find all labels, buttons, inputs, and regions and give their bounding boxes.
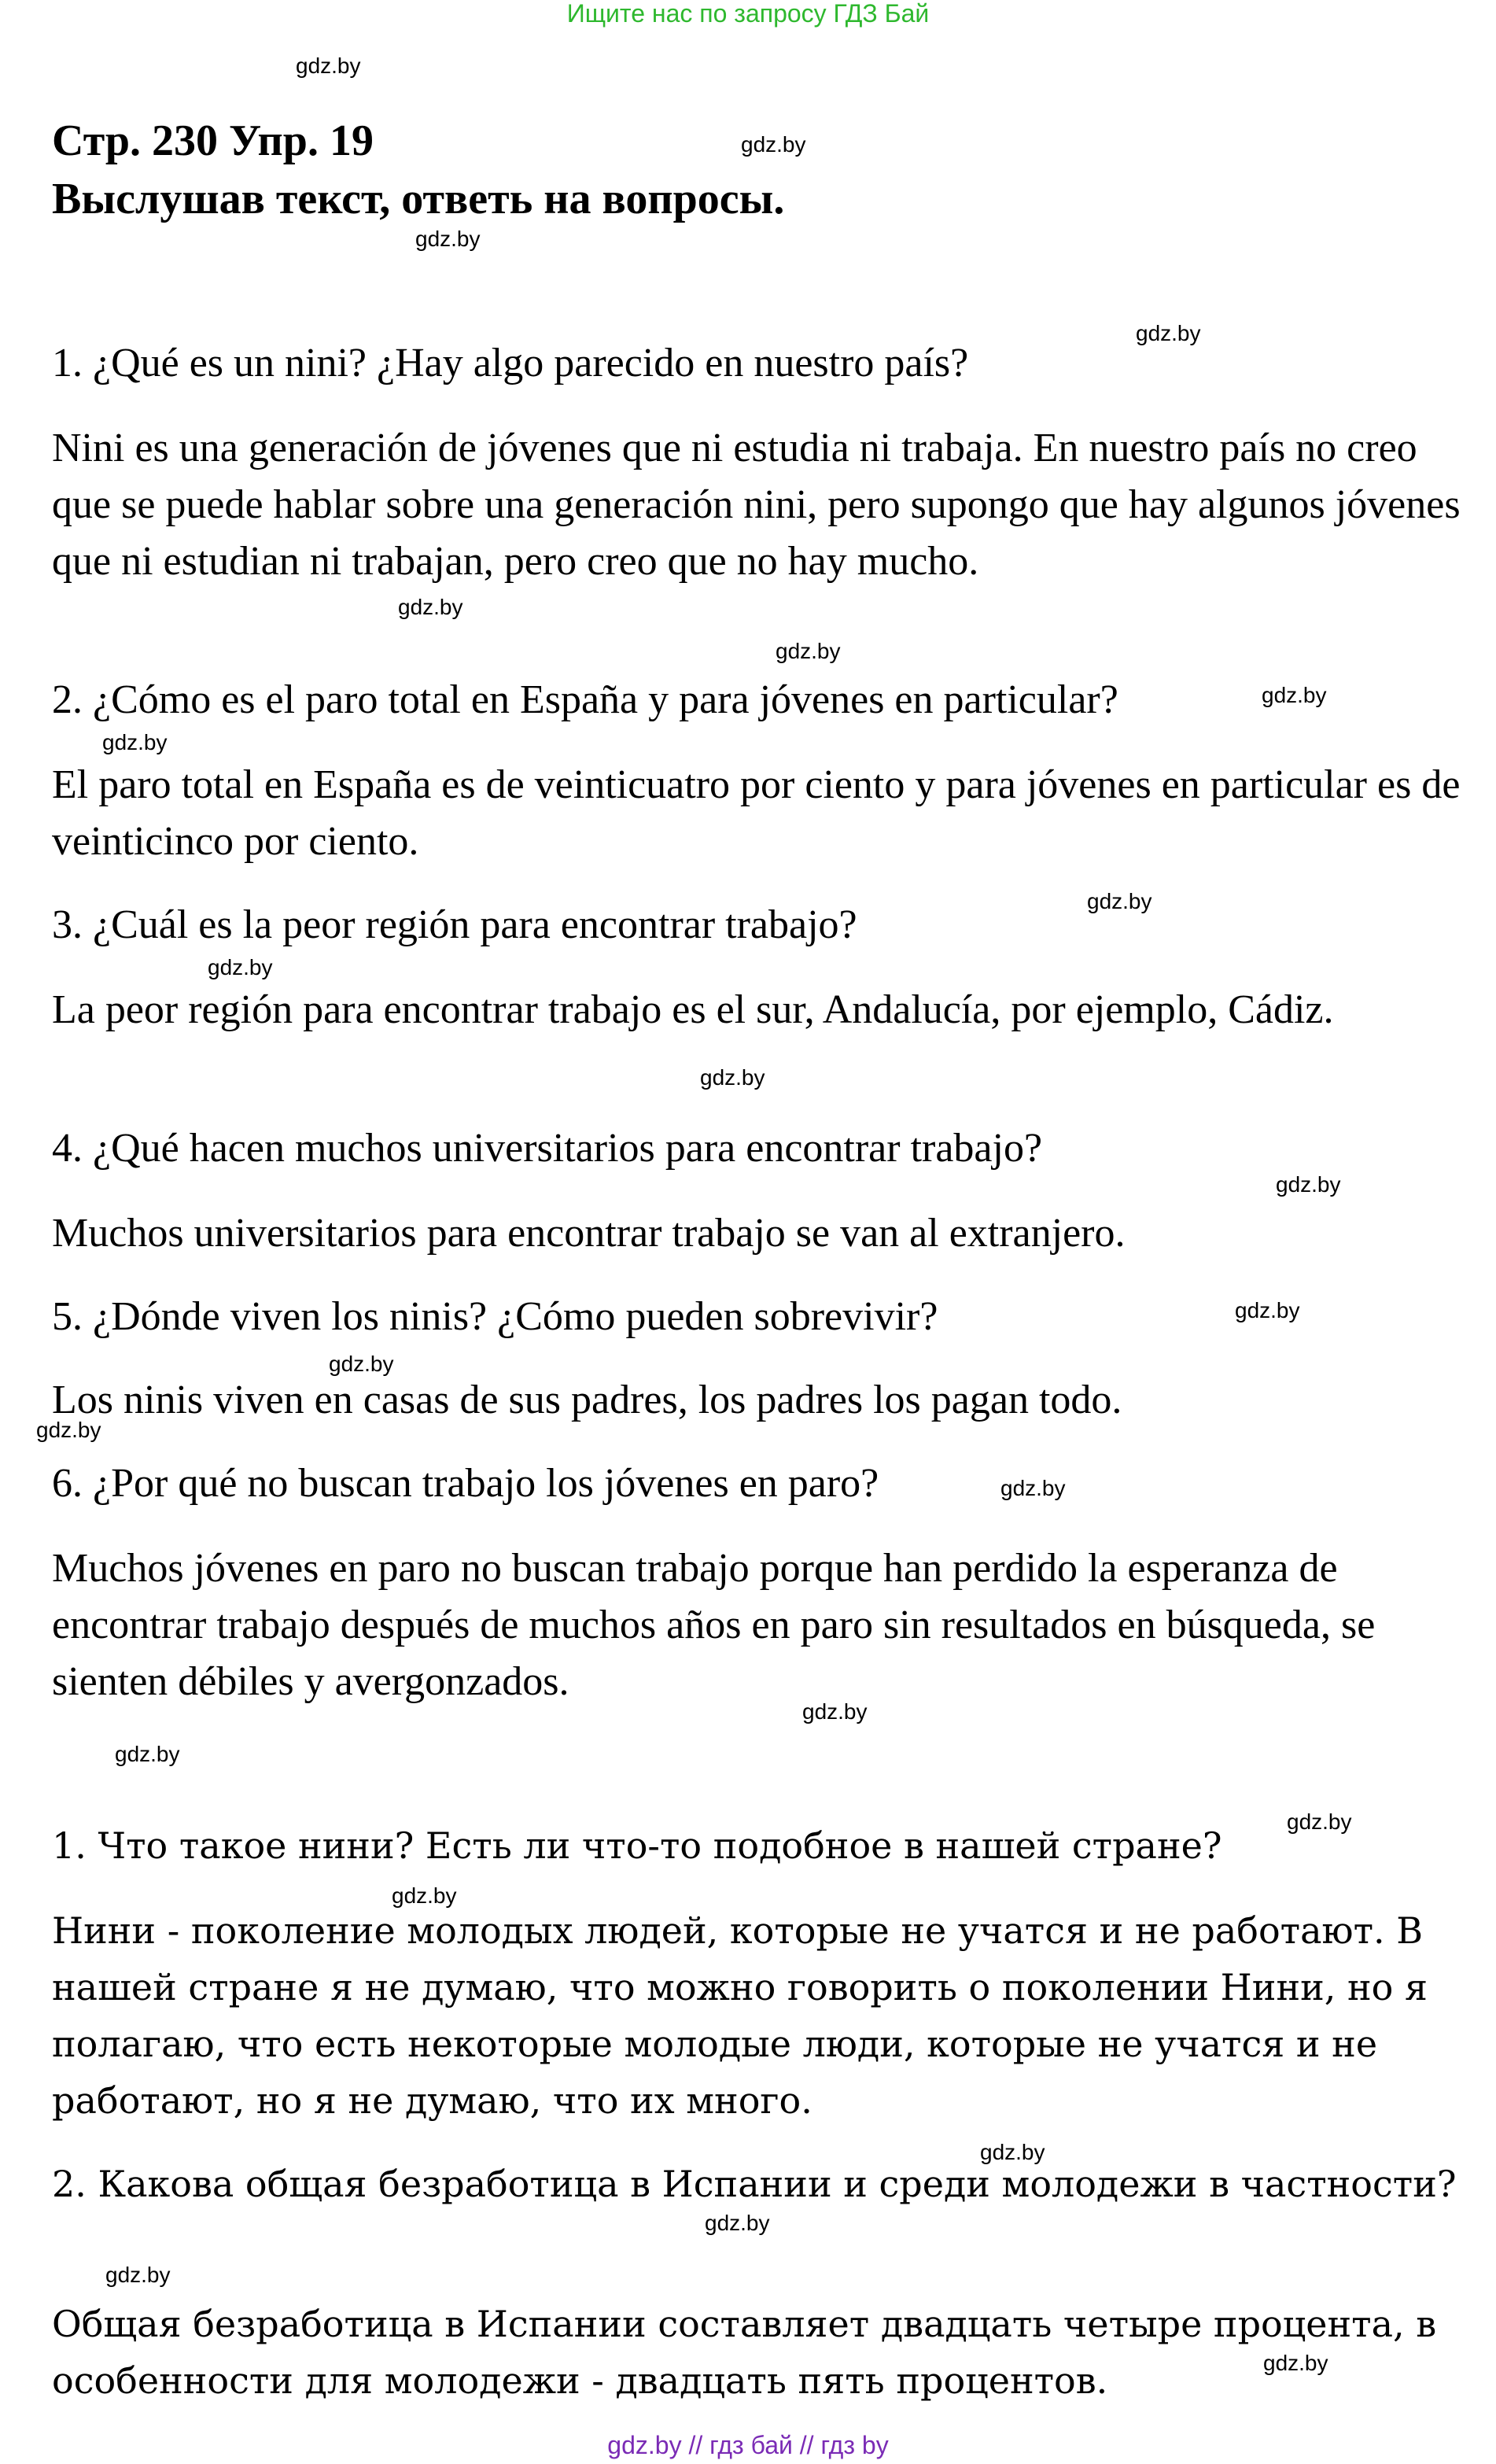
watermark: gdz.by [1263, 2351, 1328, 2375]
watermark: gdz.by [741, 132, 806, 157]
watermark: gdz.by [980, 2140, 1045, 2164]
es-question-5: 5. ¿Dónde viven los ninis? ¿Cómo pueden sobrevivir? [52, 1294, 938, 1339]
watermark: gdz.by [1276, 1172, 1341, 1197]
watermark: gdz.by [1136, 321, 1201, 345]
task-subtitle: Выслушав текст, ответь на вопросы. [52, 175, 785, 223]
es-question-2: 2. ¿Cómo es el paro total en España y para jóvenes en particular? [52, 677, 1118, 722]
watermark: gdz.by [802, 1699, 868, 1724]
watermark: gdz.by [329, 1352, 394, 1376]
es-answer-1: Nini es una generación de jóvenes que ni estudia ni trabaja. En nuestro país no creo que se puede hablar sobre una generación nini, pero supongo que hay algunos jóvenes que ni estudian ni trabajan, pero creo que no hay mucho. [52, 426, 1461, 584]
watermark: gdz.by [208, 955, 273, 979]
ru-answer-1: Нини - поколение молодых людей, которые не учатся и не работают. В нашей стране я не думаю, что можно говорить о поколении Нини, но я полагаю, что есть некоторые молодые люди, которые не учатся и не работают, но я не думаю, что их много. [52, 1909, 1428, 2122]
es-answer-6: Muchos jóvenes en paro no buscan trabajo porque han perdido la esperanza de encontrar trabajo después de muchos años en paro sin resultados en búsqueda, se sienten débiles y avergonzados. [52, 1546, 1376, 1704]
watermark: gdz.by [1235, 1298, 1300, 1322]
es-answer-4: Muchos universitarios para encontrar trabajo se van al extranjero. [52, 1211, 1126, 1256]
ru-question-2: 2. Какова общая безработица в Испании и среди молодежи в частности? [52, 2163, 1457, 2205]
ru-question-1: 1. Что такое нини? Есть ли что-то подобное в нашей стране? [52, 1824, 1222, 1867]
es-question-4: 4. ¿Qué hacen muchos universitarios para encontrar trabajo? [52, 1126, 1043, 1171]
watermark: gdz.by [1087, 889, 1152, 913]
es-answer-5: Los ninis viven en casas de sus padres, los padres los pagan todo. [52, 1378, 1122, 1422]
es-question-3: 3. ¿Cuál es la peor región para encontrar trabajo? [52, 902, 857, 947]
watermark: gdz.by [705, 2211, 770, 2235]
watermark: gdz.by [115, 1742, 180, 1766]
watermark: gdz.by [392, 1883, 457, 1908]
watermark: gdz.by [105, 2263, 171, 2287]
es-answer-3: La peor región para encontrar trabajo es el sur, Andalucía, por ejemplo, Cádiz. [52, 987, 1334, 1032]
page-title: Стр. 230 Упр. 19 [52, 116, 374, 165]
footer-links: gdz.by // гдз бай // гдз by [607, 2431, 889, 2459]
watermark: gdz.by [415, 227, 481, 251]
watermark: gdz.by [1262, 683, 1327, 707]
watermark: gdz.by [102, 730, 168, 754]
es-question-6: 6. ¿Por qué no buscan trabajo los jóvenes en paro? [52, 1461, 879, 1506]
es-question-1: 1. ¿Qué es un nini? ¿Hay algo parecido en nuestro país? [52, 341, 969, 385]
es-answer-2: El paro total en España es de veinticuatro por ciento y para jóvenes en particular es de veinticinco por ciento. [52, 762, 1461, 864]
watermark: gdz.by [1000, 1476, 1066, 1500]
search-banner: Ищите нас по запросу ГДЗ Бай [566, 0, 930, 28]
watermark: gdz.by [700, 1065, 765, 1090]
watermark: gdz.by [36, 1418, 101, 1442]
ru-answer-2: Общая безработица в Испании составляет двадцать четыре процента, в особенности для молодежи - двадцать пять процентов. [52, 2303, 1437, 2402]
watermark: gdz.by [1287, 1809, 1352, 1834]
watermark: gdz.by [296, 53, 361, 78]
watermark: gdz.by [398, 595, 463, 619]
watermark: gdz.by [776, 639, 841, 663]
